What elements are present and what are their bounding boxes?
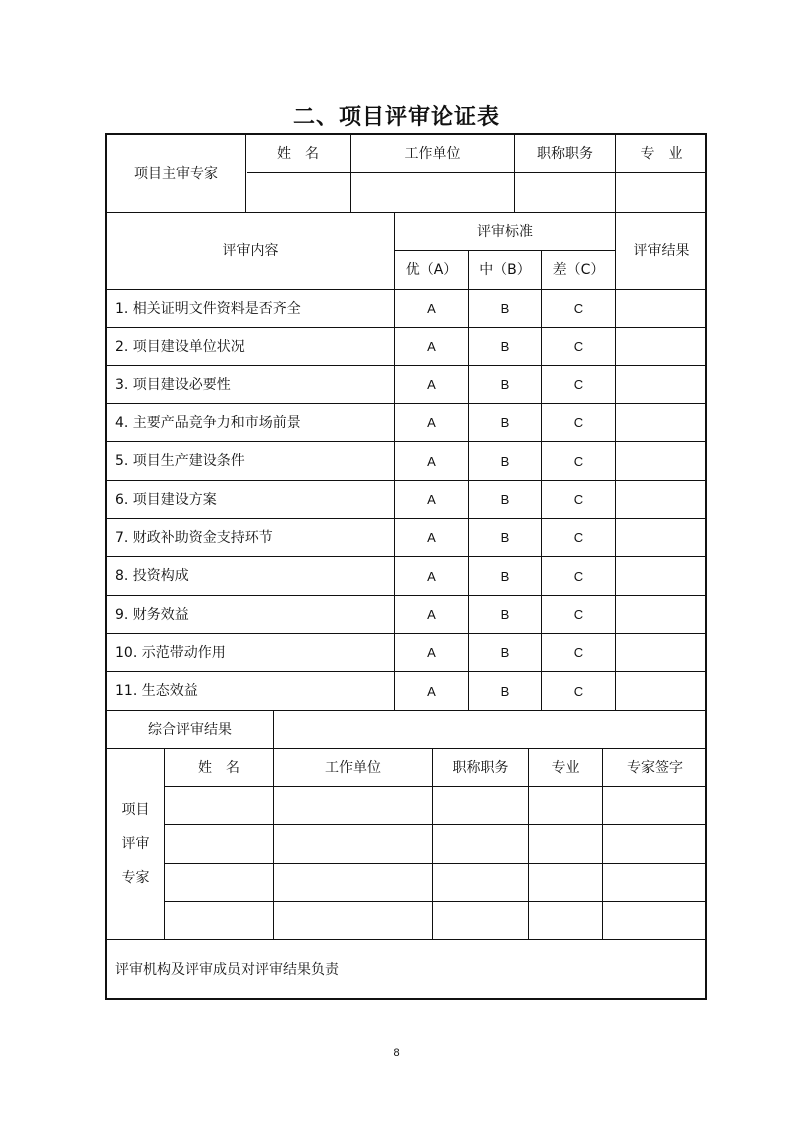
item-grade-a: A: [427, 530, 436, 545]
page-number: 8: [393, 1047, 400, 1059]
item-label: 4. 主要产品竞争力和市场前景: [115, 414, 301, 431]
item-grade-b: B: [500, 530, 510, 545]
col-name-header: 姓 名: [277, 145, 319, 162]
item-grade-a: A: [427, 301, 436, 316]
item-label: 9. 财务效益: [115, 606, 189, 623]
item-grade-a: A: [427, 568, 436, 584]
item-label: 3. 项目建设必要性: [115, 376, 231, 393]
experts-side-label-2: 评审: [121, 836, 150, 852]
item-grade-b: B: [500, 301, 510, 316]
experts-col-sign: 专家签字: [627, 759, 683, 776]
item-grade-a: A: [427, 607, 436, 622]
item-grade-b: B: [500, 683, 510, 699]
item-grade-a: A: [427, 339, 436, 354]
grade-b-label: 中（B）: [479, 262, 531, 278]
item-grade-c: C: [573, 415, 584, 430]
item-grade-c: C: [573, 530, 584, 545]
experts-side-label-1: 项目: [121, 802, 150, 818]
experts-col-title: 职称职务: [452, 759, 509, 776]
item-label: 7. 财政补助资金支持环节: [115, 529, 273, 546]
item-label: 8. 投资构成: [115, 568, 189, 584]
lead-expert-label: 项目主审专家: [134, 165, 218, 182]
item-grade-b: B: [500, 415, 510, 430]
item-label: 1. 相关证明文件资料是否齐全: [115, 300, 301, 317]
col-title-header: 职称职务: [537, 145, 593, 162]
item-grade-a: A: [427, 377, 436, 392]
item-grade-a: A: [427, 492, 436, 507]
col-major-header: 专 业: [640, 145, 683, 162]
item-grade-b: B: [500, 377, 510, 392]
footer-note: 评审机构及评审成员对评审结果负责: [115, 962, 339, 978]
item-label: 5. 项目生产建设条件: [115, 453, 245, 469]
experts-side-label: [107, 749, 164, 939]
summary-label: 综合评审结果: [148, 721, 232, 738]
item-grade-c: C: [573, 645, 584, 660]
content-label: 评审内容: [222, 243, 279, 259]
item-label: 6. 项目建设方案: [115, 491, 217, 508]
item-grade-b: B: [500, 568, 510, 584]
item-label: 11. 生态效益: [115, 683, 198, 699]
grade-c-label: 差（C）: [552, 262, 605, 278]
experts-col-unit: 工作单位: [325, 759, 381, 776]
experts-col-name: 姓 名: [198, 759, 240, 776]
item-label: 2. 项目建设单位状况: [115, 338, 245, 355]
review-table: [105, 133, 707, 1000]
standard-label: 评审标准: [477, 223, 533, 240]
item-grade-c: C: [573, 568, 584, 584]
item-grade-a: A: [427, 415, 436, 430]
item-grade-a: A: [427, 645, 436, 660]
summary-value-field[interactable]: [274, 711, 707, 748]
item-grade-b: B: [500, 607, 510, 622]
result-label: 评审结果: [633, 243, 690, 259]
item-grade-b: B: [500, 492, 510, 507]
item-grade-b: B: [500, 453, 510, 469]
grade-a-label: 优（A）: [405, 262, 458, 278]
item-grade-c: C: [573, 683, 584, 699]
item-grade-c: C: [573, 301, 584, 316]
item-grade-c: C: [573, 607, 584, 622]
page-title: 二、项目评审论证表: [292, 105, 500, 130]
item-grade-c: C: [573, 339, 584, 354]
item-grade-b: B: [500, 339, 510, 354]
experts-col-major: 专业: [551, 759, 580, 776]
item-grade-a: A: [427, 453, 436, 469]
item-grade-a: A: [427, 683, 436, 699]
item-grade-c: C: [573, 453, 584, 469]
experts-side-label-3: 专家: [121, 870, 150, 886]
item-label: 10. 示范带动作用: [115, 644, 226, 661]
item-grade-c: C: [573, 492, 584, 507]
item-grade-c: C: [573, 377, 584, 392]
item-grade-b: B: [500, 645, 510, 660]
col-unit-header: 工作单位: [404, 145, 461, 162]
